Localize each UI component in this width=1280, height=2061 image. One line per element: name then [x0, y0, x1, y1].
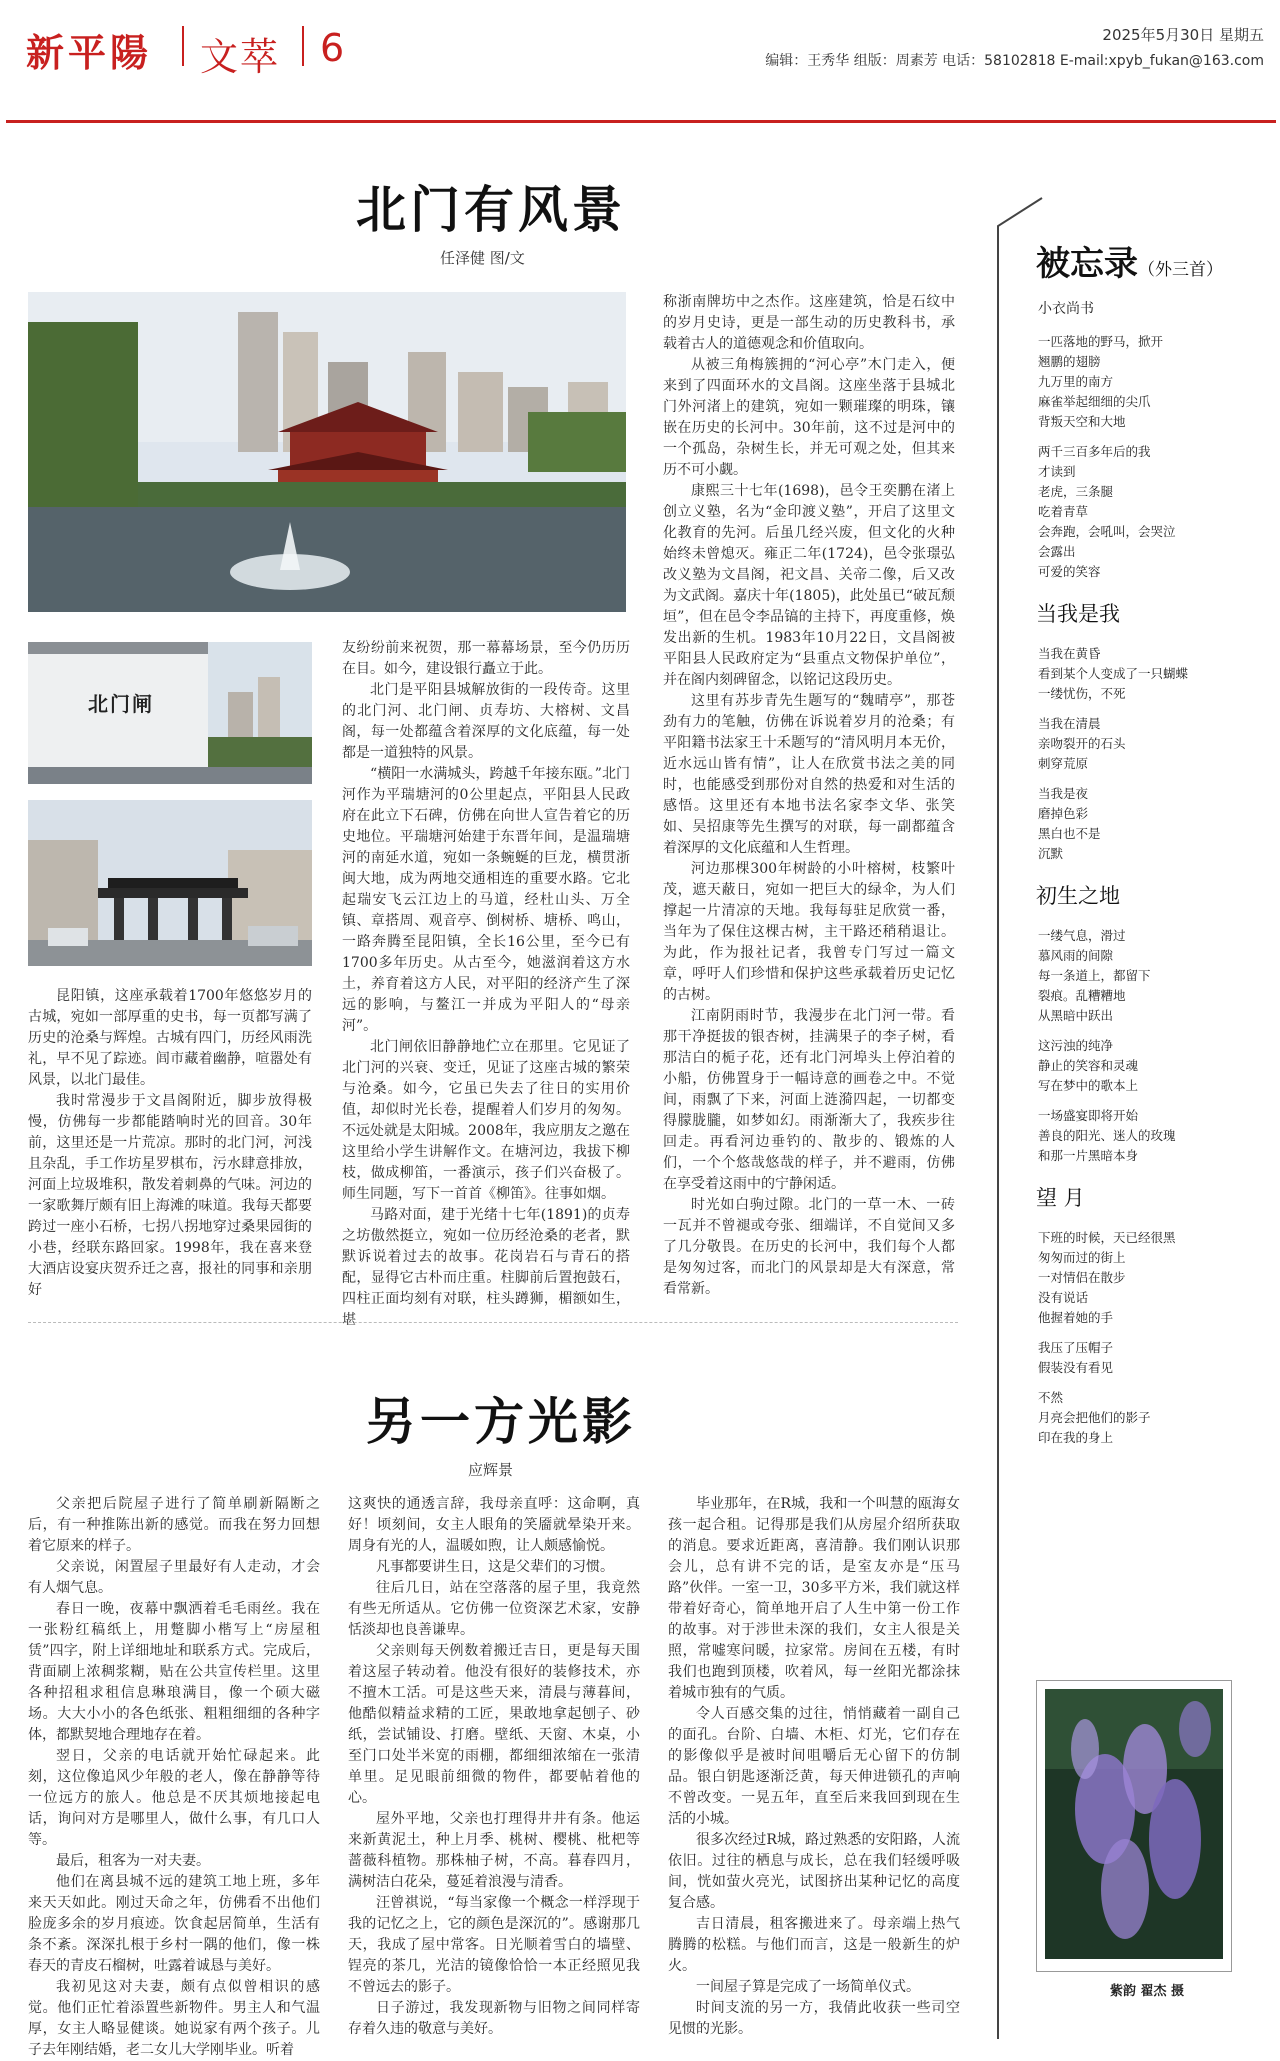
- masthead-divider: [302, 26, 304, 66]
- poem-line: 善良的阳光、迷人的玫瑰: [1038, 1128, 1176, 1143]
- article-title: 另一方光影: [366, 1392, 636, 1451]
- paragraph: 一间屋子算是完成了一场简单仪式。: [696, 1979, 920, 1995]
- poem-line: 从黑暗中跃出: [1038, 1008, 1114, 1023]
- poem-line: 翘鹏的翅膀: [1038, 354, 1101, 369]
- sidebar-title: [1036, 236, 1223, 285]
- poem-line: 不然: [1038, 1390, 1064, 1405]
- photo-wisteria: [1036, 1680, 1232, 1972]
- article-separator: [28, 1322, 958, 1323]
- poem-stanza: [1038, 714, 1268, 774]
- paragraph: 这里有苏步青先生题写的“魏晴亭”，那苍劲有力的笔触，仿佛在诉说着岁月的沧桑；有平阳籍书法家王十禾题写的“清风明月本无价，近水远山皆有情”，让人在欣赏书法之美的同时，也能感受到那份对自然的热爱和对生活的感悟。这里还有本地书法名家李文华、张笑如、吴招康等先生撰写的对联，每一副都蕴含着深厚的文化底蕴和人生哲理。: [663, 693, 955, 856]
- article2-column-1: [28, 1494, 320, 2061]
- poem-line: 可爱的笑容: [1038, 564, 1101, 579]
- paragraph: 马路对面，建于光绪十七年(1891)的贞寿之坊傲然挺立，宛如一位历经沧桑的老者，默默诉说着过去的故事。花岗岩石与青石的搭配，显得它古朴而庄重。柱脚前后置抱鼓石，四柱正面均刻有对联，柱头蹲狮，楣额如生，堪: [342, 1207, 630, 1328]
- poem-line: 一缕气息，滑过: [1038, 928, 1126, 943]
- paragraph: 江南阴雨时节，我漫步在北门河一带。看那干净挺拔的银杏树，挂满果子的李子树，看那洁白的栀子花，还有北门河埠头上停泊着的小船，仿佛置身于一幅诗意的画卷之中。不觉间，雨飘了下来，河面上涟漪四起，一切都变得朦胧朧，如梦如幻。雨渐渐大了，我疾步往回走。再看河边垂钓的、散步的、锻炼的人们，一个个悠哉悠哉的样子，并不避雨，仿佛在享受着这雨中的宁静闲适。: [663, 1008, 955, 1192]
- poem-line: 裂痕。乱糟糟地: [1038, 988, 1126, 1003]
- issue-date: 2025年5月30日 星期五: [1102, 26, 1264, 44]
- paragraph: 春日一晚，夜幕中飘洒着毛毛雨丝。我在一张粉红稿纸上，用蹩脚小楷写上“房屋租赁”四字，附上详细地址和联系方式。完成后，背面刷上浓稠浆糊，贴在公共宣传栏里。这里各种招租求租信息琳琅满目，像一个硕大磁场。大大小小的各色纸张、粗粗细细的各种字体，都默契地合理地存在着。: [28, 1601, 320, 1743]
- editor-credits: 编辑：王秀华 组版：周素芳 电话：58102818 E-mail:xpyb_fukan@163.com: [765, 53, 1264, 69]
- poem-line: 背叛天空和大地: [1038, 414, 1126, 429]
- photo-beimen-sluice: [28, 642, 312, 784]
- section-name: 文萃: [200, 35, 281, 79]
- poem-stanza: [1038, 332, 1268, 432]
- paragraph: 时间支流的另一方，我倩此收获一些司空见惯的光影。: [668, 2000, 960, 2037]
- paragraph: “横阳一水满城头，跨越千年接东瓯。”北门河作为平瑞塘河的0公里起点，平阳县人民政府在此立下石碑，仿佛在向世人宣告着它的历史地位。平瑞塘河始建于东晋年间，是温瑞塘河的南延水道，宛如一条蜿蜒的巨龙，横贯浙闽大地，成为两地交通相连的重要水路。它北起瑞安飞云江边上的马道，经杜山头、万全镇、章搭周、观音亭、倒树桥、塘桥、鸣山，一路奔腾至昆阳镇，全长16公里，至今已有1700多年历史。从古至今，她滋润着这方水土，养育着这方人民，对平阳的经济产生了深远的影响，与鳌江一并成为平阳人的“母亲河”。: [342, 766, 630, 1034]
- poem-line: 和那一片黑暗本身: [1038, 1148, 1139, 1163]
- poem-line: 磨掉色彩: [1038, 806, 1089, 821]
- poem-line: 他握着她的手: [1038, 1310, 1114, 1325]
- article-byline: 应辉景: [468, 1461, 514, 1479]
- poem-line: 九万里的南方: [1038, 374, 1114, 389]
- poem-stanza: [1038, 784, 1268, 864]
- poem-line: 印在我的身上: [1038, 1430, 1114, 1445]
- poem-line: 下班的时候，天已经很黑: [1038, 1230, 1176, 1245]
- paragraph: 屋外平地，父亲也打理得井井有条。他运来新黄泥土，种上月季、桃树、樱桃、枇杷等蔷薇科植物。那株柚子树，不高。暮春四月，满树洁白花朵，蔓延着浪漫与清香。: [348, 1811, 640, 1890]
- poem-line: 一场盛宴即将开始: [1038, 1108, 1139, 1123]
- poem-stanza: [1038, 1388, 1268, 1448]
- page-number: 6: [320, 26, 345, 70]
- poem-line: 没有说话: [1038, 1290, 1089, 1305]
- paragraph: 康熙三十七年(1698)，邑令王奕鹏在渚上创立义塾，名为“金印渡义塾”，开启了这里文化教育的先河。后虽几经兴废，但文化的火种始终未曾熄灭。雍正二年(1724)，邑令张璟弘改义塾为文昌阁，祀文昌、关帝二像，后又改为文武阁。嘉庆十年(1805)，此处虽已“破瓦颓垣”，但在邑令李品镐的主持下，再度重修，焕发出新的生机。1983年10月22日，文昌阁被平阳县人民政府定为“县重点文物保护单位”，并在阁内刻碑留念，以铭记这段历史。: [663, 483, 955, 688]
- paragraph: 很多次经过R城，路过熟悉的安阳路，人流依旧。过往的栖息与成长，总在我们轻缓呼吸间，恍如萤火亮光，试图挤出某种记忆的高度复合感。: [668, 1832, 960, 1911]
- poem-line: 会奔跑，会吼叫，会哭泣: [1038, 524, 1176, 539]
- article1-column-3: [663, 292, 955, 1300]
- poem-stanza: [1038, 1036, 1268, 1096]
- poem-line: 匆匆而过的街上: [1038, 1250, 1126, 1265]
- article-title: 北门有风景: [356, 180, 626, 239]
- poem-line: 这污浊的纯净: [1038, 1038, 1114, 1053]
- paragraph: 往后几日，站在空落落的屋子里，我竟然有些无所适从。它仿佛一位资深艺术家，安静恬淡却也良善谦卑。: [348, 1580, 640, 1638]
- poem-line: 每一条道上，都留下: [1038, 968, 1151, 983]
- paragraph: 北门是平阳县城解放街的一段传奇。这里的北门河、北门闸、贞寿坊、大榕树、文昌阁，每一处都蕴含着深厚的文化底蕴，每一处都是一道独特的风景。: [342, 682, 630, 761]
- poem-line: 月亮会把他们的影子: [1038, 1410, 1151, 1425]
- sidebar-border: [997, 226, 999, 2039]
- sluice-sign: 北门闸: [88, 692, 154, 716]
- paragraph: 我初见这对夫妻，颇有点似曾相识的感觉。他们正忙着添置些新物件。男主人和气温厚，女主人略显健谈。她说家有两个孩子。儿子去年刚结婚，老二女儿大学刚毕业。听着: [28, 1979, 320, 2058]
- poem-line: 才读到: [1038, 464, 1076, 479]
- paragraph: 我时常漫步于文昌阁附近，脚步放得极慢，仿佛每一步都能踏响时光的回音。30年前，这里还是一片荒凉。那时的北门河，河浅且杂乱，手工作坊星罗棋布，污水肆意排放，河面上垃圾堆积，散发着刺鼻的气味。河边的一家歌舞厅颇有旧上海滩的味道。我每天都要跨过一座小石桥，七拐八拐地穿过桑果园街的小巷，经联东路回家。1998年，我在喜来登大酒店设宴庆贺乔迁之喜，报社的同事和亲朋好: [28, 1093, 312, 1298]
- poem-line: 看到某个人变成了一只蝴蝶: [1038, 666, 1189, 681]
- paragraph: 令人百感交集的过往，悄悄藏着一副自己的面孔。台阶、白墙、木柜、灯光，它们存在的影像似乎是被时间咀嚼后无心留下的仿制品。银白钥匙逐渐泛黄，每天伸进锁孔的声响不曾改变。一晃五年，直至后来我回到现在生活的小城。: [668, 1706, 960, 1827]
- masthead-divider: [182, 26, 184, 66]
- poem-title: 初生之地: [1036, 884, 1120, 908]
- poem-line: 刺穿荒原: [1038, 756, 1089, 771]
- paragraph: 最后，租客为一对夫妻。: [56, 1853, 210, 1869]
- paragraph: 翌日，父亲的电话就开始忙碌起来。此刻，这位像追风少年般的老人，像在静静等待一位远方的旅人。他总是不厌其烦地接起电话，询问对方是哪里人，做什么事，有几口人等。: [28, 1748, 320, 1848]
- poem-title: 当我是我: [1036, 602, 1120, 626]
- poem-line: 老虎，三条腿: [1038, 484, 1114, 499]
- poem-line: 当我在清晨: [1038, 716, 1101, 731]
- paragraph: 父亲说，闲置屋子里最好有人走动，才会有人烟气息。: [28, 1559, 320, 1596]
- poem-line: 当我在黄昏: [1038, 646, 1101, 661]
- poem-line: 沉默: [1038, 846, 1064, 861]
- paragraph: 河边那棵300年树龄的小叶榕树，枝繁叶茂，遮天蔽日，宛如一把巨大的绿伞，为人们撑起一片清凉的天地。我每每驻足欣赏一番，当年为了保住这棵古树，主干路还稍稍退让。为此，作为报社记者，我曾专门写过一篇文章，呼吁人们珍惜和保护这些承载着历史记忆的古树。: [663, 861, 955, 1003]
- sidebar-corner-line: [990, 196, 1050, 236]
- poem-line: 静止的笑容和灵魂: [1038, 1058, 1139, 1073]
- poem-line: 假装没有看见: [1038, 1360, 1114, 1375]
- poem-stanza: [1038, 644, 1268, 704]
- poem-line: 一对情侣在散步: [1038, 1270, 1126, 1285]
- poem-line: 亲吻裂开的石头: [1038, 736, 1126, 751]
- newspaper-logo: 新平陽: [26, 31, 153, 75]
- poem-line: 一缕忧伤，不死: [1038, 686, 1126, 701]
- photo-wenchang-pavilion: [28, 292, 626, 612]
- poem-title: 望 月: [1036, 1186, 1085, 1210]
- article2-column-3: [668, 1494, 960, 2040]
- masthead-rule: [6, 120, 1276, 123]
- article1-column-1: [28, 986, 312, 1301]
- poem-line: 一匹落地的野马，掀开: [1038, 334, 1164, 349]
- poem-line: 麻雀举起细细的尖爪: [1038, 394, 1151, 409]
- poem-collection: [1038, 332, 1268, 1458]
- sidebar-title-note: （外三首）: [1138, 260, 1223, 280]
- sidebar-title-text: 被忘录: [1036, 244, 1138, 284]
- article2-column-2: [348, 1494, 640, 2040]
- paragraph: 日子游过，我发现新物与旧物之间同样寄存着久违的敬意与美好。: [348, 2000, 640, 2037]
- poem-line: 吃着青草: [1038, 504, 1089, 519]
- paragraph: 他们在离县城不远的建筑工地上班，多年来天天如此。刚过天命之年，仿佛看不出他们脸庞多余的岁月痕迹。饮食起居简单，生活有条不紊。深深扎根于乡村一隅的他们，像一株春天的青皮石榴树，吐露着诚恳与美好。: [28, 1874, 320, 1974]
- poem-line: 会露出: [1038, 544, 1076, 559]
- poem-line: 慕风雨的间隙: [1038, 948, 1114, 963]
- sidebar-author: 小衣尚书: [1038, 301, 1094, 317]
- poem-stanza: [1038, 442, 1268, 582]
- poem-stanza: [1038, 926, 1268, 1026]
- poem-line: 黑白也不是: [1038, 826, 1101, 841]
- paragraph: 时光如白驹过隙。北门的一草一木、一砖一瓦并不曾褪或夸张、细端详，不自觉间又多了几分敬畏。在历史的长河中，我们每个人都是匆匆过客，而北门的风景却是大有深意，常看常新。: [663, 1197, 955, 1297]
- paragraph: 毕业那年，在R城，我和一个叫慧的瓯海女孩一起合租。记得那是我们从房屋介绍所获取的消息。要求近距离，喜清静。我们刚认识那会儿，总有讲不完的话，是室友亦是“压马路”伙伴。一室一卫，30多平方米，我们就这样带着好奇心，简单地开启了人生中第一份工作的故事。对于涉世未深的我们，女主人很是关照，常嘘寒问暖，拉家常。房间在五楼，有时我们也跑到顶楼，吹着风，每一丝阳光都涂抹着城市独有的气质。: [668, 1496, 960, 1701]
- paragraph: 友纷纷前来祝贺，那一幕幕场景，至今仍历历在目。如今，建设银行矗立于此。: [342, 640, 630, 677]
- paragraph: 凡事都要讲生日，这是父辈们的习惯。: [376, 1559, 614, 1575]
- paragraph: 北门闸依旧静静地伫立在那里。它见证了北门河的兴衰、变迁，见证了这座古城的繁荣与沧桑。如今，它虽已失去了往日的实用价值，却似时光长卷，提醒着人们岁月的匆匆。不远处就是太阳城。2008年，我应朋友之邀在这里给小学生讲解作文。在塘河边，我拔下柳枝，做成柳笛，一番演示，孩子们兴奋极了。师生同题，写下一首首《柳笛》。往事如烟。: [342, 1039, 630, 1202]
- paragraph: 吉日清晨，租客搬进来了。母亲端上热气腾腾的松糕。与他们而言，这是一般新生的炉火。: [668, 1916, 960, 1974]
- poem-line: 两千三百多年后的我: [1038, 444, 1151, 459]
- paragraph: 昆阳镇，这座承载着1700年悠悠岁月的古城，宛如一部厚重的史书，每一页都写满了历史的沧桑与辉煌。古城有四门，历经风雨洗礼，早不见了踪迹。闾市藏着幽静，喧嚣处有风景，以北门最佳。: [28, 988, 312, 1088]
- poem-line: 我压了压帽子: [1038, 1340, 1114, 1355]
- paragraph: 父亲把后院屋子进行了简单刷新隔断之后，有一种推陈出新的感觉。而我在努力回想着它原来的样子。: [28, 1496, 320, 1554]
- paragraph: 称浙南牌坊中之杰作。这座建筑，恰是石纹中的岁月史诗，更是一部生动的历史教科书，承载着古人的道德观念和价值取向。: [663, 294, 955, 352]
- poem-line: 当我是夜: [1038, 786, 1089, 801]
- poem-stanza: [1038, 1338, 1268, 1378]
- paragraph: 从被三角梅簇拥的“河心亭”木门走入，便来到了四面环水的文昌阁。这座坐落于县城北门外河渚上的建筑，宛如一颗璀璨的明珠，镶嵌在历史的长河中。30年前，这不过是河中的一个孤岛，杂树生长，并无可观之处，但其来历不可小觑。: [663, 357, 955, 478]
- poem-stanza: [1038, 1106, 1268, 1166]
- paragraph: 这爽快的通透言辞，我母亲直呼：这命啊，真好！顷刻间，女主人眼角的笑靥就晕染开来。周身有光的人，温暖如煦，让人颇感愉悦。: [348, 1496, 640, 1554]
- photo-caption: 紫韵 翟杰 摄: [1110, 1984, 1185, 1999]
- paragraph: 汪曾祺说，“每当家像一个概念一样浮现于我的记忆之上，它的颜色是深沉的”。感谢那几天，我成了屋中常客。日光顺着雪白的墙壁、锃亮的茶几，光洁的镜像恰恰一本正经照见我不曾远去的影子。: [348, 1895, 640, 1995]
- poem-stanza: [1038, 1228, 1268, 1328]
- paragraph: 父亲则每天例数着搬迁吉日，更是每天围着这屋子转动着。他没有很好的装修技术，亦不擅木工活。可是这些天来，清晨与薄暮间，他酷似精益求精的工匠，果敢地拿起刨子、砂纸，尝试铺设、打磨。壁纸、天窗、木桌，小至门口处半米宽的雨棚，都细细浓缩在一张清单里。足见眼前细微的物件，都要帖着他的心。: [348, 1643, 640, 1806]
- poem-line: 写在梦中的歌本上: [1038, 1078, 1139, 1093]
- photo-zhenshou-archway: [28, 800, 312, 966]
- article-byline: 任泽健 图/文: [440, 249, 525, 267]
- article1-column-2: [342, 638, 630, 1331]
